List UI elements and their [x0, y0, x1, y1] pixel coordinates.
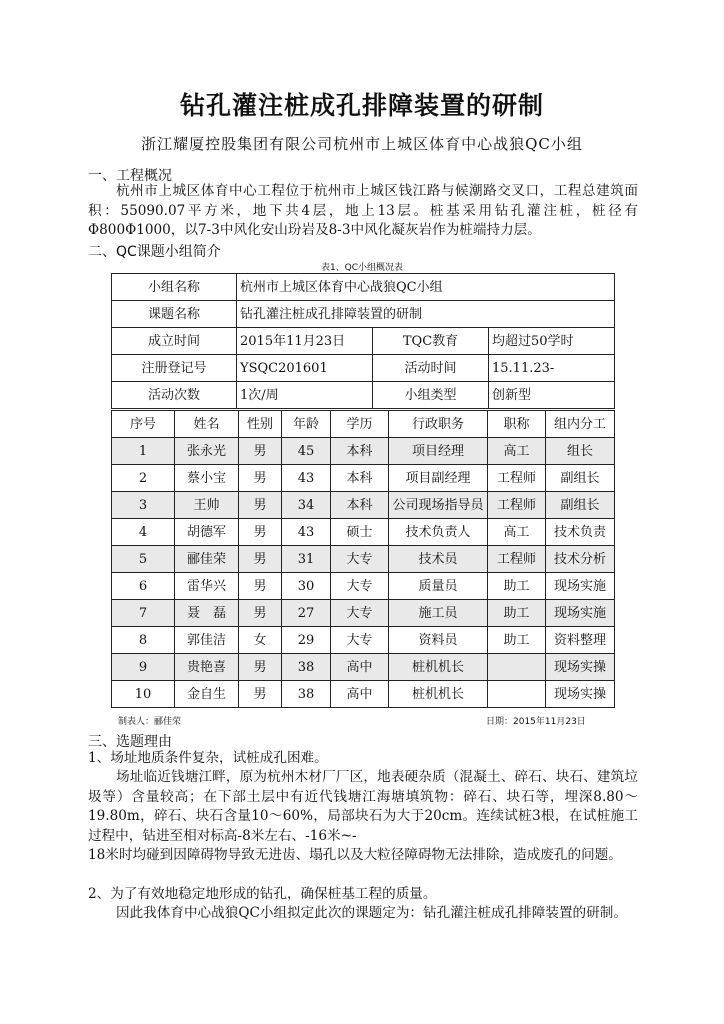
cell-text: 3 — [138, 497, 148, 513]
cell-text: 男 — [253, 551, 267, 567]
section-heading-reasons: 三、选题理由 — [88, 734, 172, 750]
table-cell — [282, 492, 331, 519]
cell-text: 男 — [253, 686, 267, 702]
table-cell — [546, 573, 615, 600]
table-cell — [112, 600, 175, 627]
table-cell — [389, 519, 488, 546]
table-cell — [112, 654, 175, 681]
cell-text — [491, 681, 542, 707]
table-cell — [112, 573, 175, 600]
table-cell — [389, 465, 488, 492]
table-cell — [112, 627, 175, 654]
cell-text: 贵艳喜 — [186, 659, 226, 675]
section-heading-overview: 一、工程概况 — [88, 168, 172, 184]
group-type: 创新型 — [489, 382, 615, 409]
table-cell — [239, 681, 282, 708]
document-subtitle: 浙江耀厦控股集团有限公司杭州市上城区体育中心战狼QC小组 — [141, 135, 583, 153]
cell-text: 34 — [297, 497, 315, 513]
cell-text: 大专 — [346, 578, 373, 594]
cell-text: 38 — [297, 686, 315, 702]
label: 活动时间 — [373, 355, 489, 382]
cell-text: 38 — [297, 659, 315, 675]
table-cell — [282, 465, 331, 492]
table-cell — [239, 627, 282, 654]
table-cell — [175, 654, 239, 681]
table-cell — [546, 438, 615, 465]
table-cell — [546, 627, 615, 654]
cell-text: 工程师 — [496, 470, 536, 486]
table-cell — [389, 681, 488, 708]
table-cell — [331, 519, 389, 546]
table-row — [112, 573, 615, 600]
cell-text: 王帅 — [193, 497, 220, 513]
cell-text: 技术员 — [418, 551, 458, 567]
cell-text: 男 — [253, 605, 267, 621]
table-row — [112, 492, 615, 519]
table-cell — [239, 438, 282, 465]
table-row — [112, 600, 615, 627]
group-info-table — [111, 273, 615, 409]
cell-text: 本科 — [346, 497, 373, 513]
table-cell — [239, 654, 282, 681]
activity-count: 1次/周 — [237, 382, 373, 409]
table-cell — [239, 573, 282, 600]
label: 活动次数 — [112, 382, 237, 409]
cell-text: 高中 — [346, 659, 373, 675]
table-cell — [546, 492, 615, 519]
table-cell — [331, 600, 389, 627]
reason-paragraph-1-cont: 18米时均碰到因障碍物导致无进齿、塌孔以及大粒径障碍物无法排除，造成废孔的问题。 — [88, 847, 622, 863]
cell-text: 27 — [297, 605, 315, 621]
table-cell — [175, 573, 239, 600]
table-cell — [239, 492, 282, 519]
cell-text: 43 — [297, 470, 315, 486]
overview-paragraph: 杭州市上城区体育中心工程位于杭州市上城区钱江路与候潮路交叉口，工程总建筑面积：55090.07平方米，地下共4层，地上13层。桩基采用钻孔灌注桩，桩径有Φ800Φ1000，以7-3中风化安山玢岩及8-3中风化凝灰岩作为桩端持力层。 — [88, 183, 638, 238]
cell-text: 项目副经理 — [405, 470, 471, 486]
table-cell — [112, 546, 175, 573]
cell-text: 组长 — [566, 443, 593, 459]
cell-text: 7 — [138, 605, 148, 621]
group-name: 杭州市上城区体育中心战狼QC小组 — [237, 274, 615, 301]
cell-text: 金自生 — [186, 686, 226, 702]
table-cell — [331, 654, 389, 681]
cell-text: 硕士 — [346, 524, 373, 540]
section-heading-qc-group: 二、QC课题小组简介 — [88, 244, 221, 260]
cell-text: 8 — [138, 632, 148, 648]
cell-text: 45 — [297, 443, 315, 459]
table-cell — [112, 438, 175, 465]
topic-name: 钻孔灌注桩成孔排障装置的研制 — [237, 301, 615, 328]
table-cell — [488, 546, 546, 573]
cell-text: 现场实操 — [553, 659, 606, 675]
cell-text: 年龄 — [292, 416, 319, 432]
activity-period: 15.11.23- — [489, 355, 615, 382]
table-cell — [282, 627, 331, 654]
cell-text: 职称 — [503, 416, 530, 432]
cell-text: 桩机机长 — [411, 686, 464, 702]
cell-text: 43 — [297, 524, 315, 540]
table-cell — [389, 573, 488, 600]
cell-text: 大专 — [346, 551, 373, 567]
table-cell — [282, 519, 331, 546]
table-cell — [488, 492, 546, 519]
table-cell — [112, 492, 175, 519]
registration-number: YSQC201601 — [237, 355, 373, 382]
reason-item-2: 2、为了有效地稳定地形成的钻孔，确保桩基工程的质量。 — [88, 886, 437, 902]
cell-text: 学历 — [346, 416, 373, 432]
cell-text: 本科 — [346, 470, 373, 486]
cell-text: 雷华兴 — [186, 578, 226, 594]
table-cell — [488, 681, 546, 708]
cell-text: 资料员 — [418, 632, 458, 648]
cell-text: 男 — [253, 443, 267, 459]
table-cell — [389, 654, 488, 681]
table-cell — [175, 600, 239, 627]
cell-text: 工程师 — [496, 497, 536, 513]
reason-item-1: 1、场址地质条件复杂，试桩成孔困难。 — [88, 750, 328, 766]
table-cell — [239, 600, 282, 627]
table-maker: 制表人：郦佳荣 — [118, 717, 182, 727]
table-row — [112, 546, 615, 573]
label: 成立时间 — [112, 328, 237, 355]
cell-text: 技术分析 — [553, 551, 606, 567]
table-cell — [389, 627, 488, 654]
table-row — [112, 681, 615, 708]
cell-text: 31 — [297, 551, 315, 567]
cell-text: 9 — [138, 659, 148, 675]
table-cell — [282, 654, 331, 681]
table-cell — [239, 519, 282, 546]
table-cell — [282, 681, 331, 708]
table-cell — [331, 465, 389, 492]
table-cell — [546, 546, 615, 573]
table-cell — [546, 519, 615, 546]
table-cell — [175, 681, 239, 708]
table-cell — [175, 438, 239, 465]
table-cell — [239, 411, 282, 438]
cell-text: 质量员 — [418, 578, 458, 594]
cell-text: 性别 — [246, 416, 273, 432]
cell-text: 项目经理 — [411, 443, 464, 459]
cell-text: 男 — [253, 524, 267, 540]
table-cell — [488, 654, 546, 681]
table-cell — [488, 519, 546, 546]
cell-text: 5 — [138, 551, 148, 567]
table-cell — [282, 573, 331, 600]
cell-text: 10 — [134, 686, 152, 702]
cell-text: 技术负责人 — [405, 524, 471, 540]
table-row — [112, 654, 615, 681]
table-row — [112, 627, 615, 654]
cell-text: 本科 — [346, 443, 373, 459]
table-date: 日期：2015年11月23日 — [486, 717, 586, 727]
label: 小组名称 — [112, 274, 237, 301]
table-cell — [112, 681, 175, 708]
table-cell — [488, 573, 546, 600]
table-cell — [239, 465, 282, 492]
cell-text: 6 — [138, 578, 148, 594]
cell-text: 现场实操 — [553, 686, 606, 702]
members-table — [111, 410, 615, 708]
table-cell — [546, 600, 615, 627]
table-cell — [282, 438, 331, 465]
table-cell — [331, 411, 389, 438]
cell-text: 聂 磊 — [186, 605, 226, 621]
cell-text: 郭佳洁 — [186, 632, 226, 648]
table-cell — [389, 600, 488, 627]
cell-text: 助工 — [503, 632, 530, 648]
table-row — [112, 465, 615, 492]
cell-text: 行政职务 — [411, 416, 464, 432]
cell-text: 工程师 — [496, 551, 536, 567]
table-cell — [546, 681, 615, 708]
cell-text: 29 — [297, 632, 315, 648]
table-cell — [331, 627, 389, 654]
cell-text: 姓名 — [193, 416, 220, 432]
cell-text: 技术负责 — [553, 524, 606, 540]
table-cell — [175, 411, 239, 438]
table-cell — [331, 573, 389, 600]
cell-text: 男 — [253, 497, 267, 513]
cell-text: 女 — [253, 632, 267, 648]
table-cell — [389, 438, 488, 465]
table-caption: 表1、QC小组概况表 — [320, 263, 404, 273]
cell-text: 组内分工 — [553, 416, 606, 432]
cell-text: 男 — [253, 470, 267, 486]
table-cell — [112, 465, 175, 492]
tqc-hours: 均超过50学时 — [489, 328, 615, 355]
cell-text: 郦佳荣 — [186, 551, 226, 567]
table-cell — [175, 627, 239, 654]
table-cell — [112, 519, 175, 546]
table-cell — [546, 654, 615, 681]
cell-text: 现场实施 — [553, 578, 606, 594]
cell-text: 4 — [138, 524, 148, 540]
cell-text: 助工 — [503, 578, 530, 594]
cell-text: 张永光 — [186, 443, 226, 459]
table-cell — [546, 411, 615, 438]
cell-text: 30 — [297, 578, 315, 594]
table-cell — [331, 546, 389, 573]
table-cell — [282, 600, 331, 627]
label: 注册登记号 — [112, 355, 237, 382]
cell-text: 1 — [138, 443, 148, 459]
table-cell — [488, 465, 546, 492]
table-cell — [488, 600, 546, 627]
cell-text: 序号 — [129, 416, 156, 432]
document-title: 钻孔灌注桩成孔排障装置的研制 — [179, 91, 544, 120]
cell-text: 现场实施 — [553, 605, 606, 621]
table-cell — [175, 519, 239, 546]
table-cell — [112, 411, 175, 438]
label: 课题名称 — [112, 301, 237, 328]
table-cell — [175, 492, 239, 519]
table-cell — [488, 411, 546, 438]
label: TQC教育 — [373, 328, 489, 355]
table-cell — [331, 438, 389, 465]
cell-text: 男 — [253, 659, 267, 675]
cell-text — [491, 654, 542, 680]
founded-date: 2015年11月23日 — [237, 328, 373, 355]
cell-text: 蔡小宝 — [186, 470, 226, 486]
reason-paragraph-1: 场址临近钱塘江畔，原为杭州木材厂厂区，地表硬杂质（混凝土、碎石、块石、建筑垃圾等）含量较高；在下部土层中有近代钱塘江海塘填筑物：碎石、块石等，埋深8.80～19.80m，碎石、块石含量10～60%，局部块石为大于20cm。连续试桩3根，在试桩施工过程中，钻进至相对标高-8米左右、-16米~- — [88, 769, 638, 844]
table-cell — [389, 411, 488, 438]
table-cell — [488, 438, 546, 465]
cell-text: 副组长 — [560, 470, 600, 486]
table-cell — [389, 546, 488, 573]
cell-text: 资料整理 — [553, 632, 606, 648]
cell-text: 施工员 — [418, 605, 458, 621]
cell-text: 2 — [138, 470, 148, 486]
cell-text: 副组长 — [560, 497, 600, 513]
table-cell — [175, 546, 239, 573]
cell-text: 大专 — [346, 605, 373, 621]
table-header-row — [112, 411, 615, 438]
cell-text: 胡德军 — [186, 524, 226, 540]
table-cell — [175, 465, 239, 492]
table-row — [112, 438, 615, 465]
cell-text: 男 — [253, 578, 267, 594]
cell-text: 高工 — [503, 524, 530, 540]
cell-text: 桩机机长 — [411, 659, 464, 675]
cell-text: 高工 — [503, 443, 530, 459]
table-cell — [282, 411, 331, 438]
conclusion-paragraph: 因此我体育中心战狼QC小组拟定此次的课题定为：钻孔灌注桩成孔排障装置的研制。 — [116, 905, 627, 921]
cell-text: 公司现场指导员 — [392, 497, 484, 513]
table-cell — [389, 492, 488, 519]
table-row — [112, 519, 615, 546]
cell-text: 大专 — [346, 632, 373, 648]
cell-text: 高中 — [346, 686, 373, 702]
table-cell — [488, 627, 546, 654]
table-cell — [282, 546, 331, 573]
table-cell — [239, 546, 282, 573]
label: 小组类型 — [373, 382, 489, 409]
cell-text: 助工 — [503, 605, 530, 621]
table-cell — [331, 492, 389, 519]
table-cell — [331, 681, 389, 708]
table-cell — [546, 465, 615, 492]
